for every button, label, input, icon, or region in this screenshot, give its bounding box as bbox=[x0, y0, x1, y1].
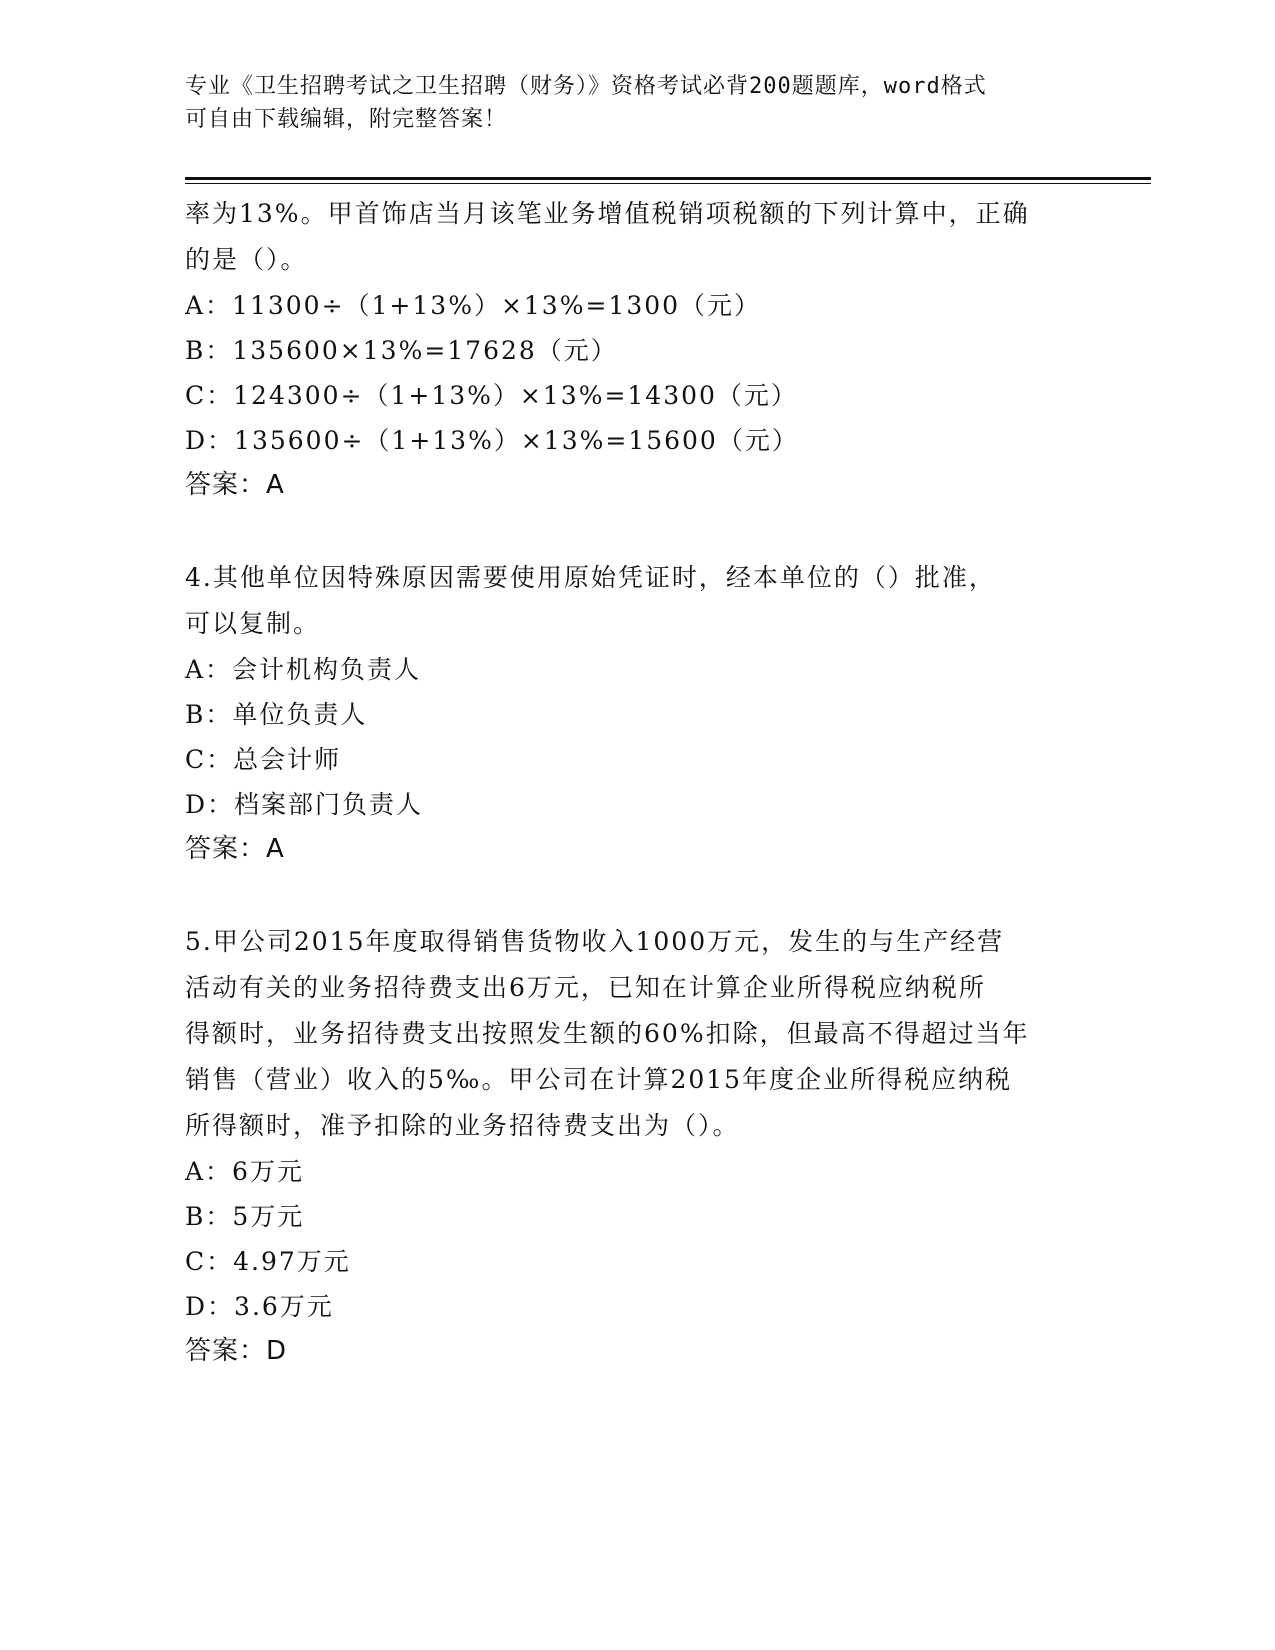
question-4-option-b: B：单位负责人 bbox=[185, 700, 368, 729]
question-4-stem-line-2: 可以复制。 bbox=[185, 609, 321, 638]
header-rule-thin bbox=[185, 183, 1151, 184]
question-5-stem-line-5: 所得额时，准予扣除的业务招待费支出为（）。 bbox=[185, 1111, 740, 1140]
header-rule-thick bbox=[185, 177, 1151, 180]
question-5-stem-line-3: 得额时，业务招待费支出按照发生额的60%扣除，但最高不得超过当年 bbox=[185, 1019, 1030, 1048]
document-header bbox=[185, 70, 1085, 136]
question-list bbox=[185, 191, 1085, 1374]
question-4-answer: 答案：A bbox=[185, 834, 285, 864]
question-5-option-c: C：4.97万元 bbox=[185, 1247, 351, 1276]
question-3-option-d: D：135600÷（1+13%）×13%=15600（元） bbox=[185, 426, 799, 455]
question-3 bbox=[185, 191, 1085, 508]
question-4-option-a: A：会计机构负责人 bbox=[185, 655, 422, 684]
question-5-option-a: A：6万元 bbox=[185, 1157, 304, 1186]
header-title-line-2: 可自由下载编辑，附完整答案！ bbox=[185, 107, 508, 132]
question-3-answer: 答案：A bbox=[185, 470, 285, 500]
question-3-stem-line-2: 的是（）。 bbox=[185, 245, 308, 274]
question-5-answer: 答案：D bbox=[185, 1336, 288, 1366]
question-5-option-b: B：5万元 bbox=[185, 1202, 305, 1231]
question-5-option-d: D：3.6万元 bbox=[185, 1292, 334, 1321]
question-4 bbox=[185, 555, 1085, 872]
question-4-stem-line-1: 4.其他单位因特殊原因需要使用原始凭证时，经本单位的（）批准， bbox=[185, 563, 996, 592]
question-4-stem bbox=[185, 555, 1085, 647]
question-3-option-c: C：124300÷（1+13%）×13%=14300（元） bbox=[185, 381, 798, 410]
question-5 bbox=[185, 919, 1085, 1374]
question-3-option-b: B：135600×13%=17628（元） bbox=[185, 336, 618, 365]
header-title-line-1: 专业《卫生招聘考试之卫生招聘（财务）》资格考试必背200题题库，word格式 bbox=[185, 74, 987, 99]
question-4-option-d: D：档案部门负责人 bbox=[185, 790, 424, 819]
question-5-stem-line-4: 销售（营业）收入的5‰。甲公司在计算2015年度企业所得税应纳税 bbox=[185, 1065, 1013, 1094]
question-4-option-c: C：总会计师 bbox=[185, 745, 342, 774]
question-5-stem-line-1: 5.甲公司2015年度取得销售货物收入1000万元，发生的与生产经营 bbox=[185, 927, 1005, 956]
question-5-stem bbox=[185, 919, 1085, 1149]
question-3-option-a: A：11300÷（1+13%）×13%=1300（元） bbox=[185, 291, 762, 320]
question-3-stem-line-1: 率为13%。甲首饰店当月该笔业务增值税销项税额的下列计算中，正确 bbox=[185, 199, 1030, 228]
question-5-stem-line-2: 活动有关的业务招待费支出6万元，已知在计算企业所得税应纳税所 bbox=[185, 973, 986, 1002]
question-3-stem bbox=[185, 191, 1085, 283]
